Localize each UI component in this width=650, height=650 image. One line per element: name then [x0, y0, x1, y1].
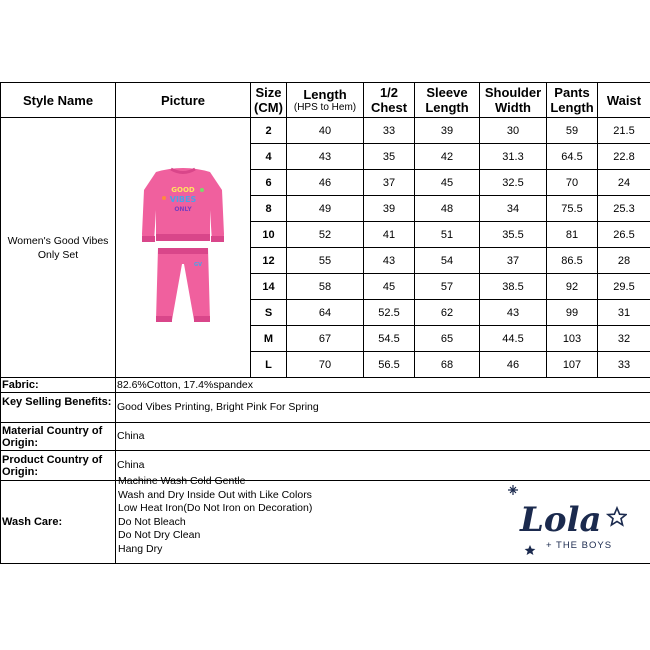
product-value: China: [116, 451, 650, 481]
wash-care-line: Hang Dry: [118, 542, 163, 555]
cell-shoulder: 30: [480, 118, 547, 144]
cell-length: 55: [287, 248, 364, 274]
cell-pants: 103: [547, 326, 598, 352]
brand-logo: [502, 481, 627, 563]
cell-waist: 25.3: [598, 196, 650, 222]
header-pants: Pants Length: [547, 83, 598, 118]
header-length-label: Length: [303, 86, 347, 102]
logo-wordmark: Lola: [520, 500, 602, 540]
cell-pants: 75.5: [547, 196, 598, 222]
wash-care-line: Low Heat Iron(Do Not Iron on Decoration): [118, 502, 313, 514]
wash-care-line: Do Not Dry Clean: [118, 529, 201, 541]
cell-chest: 35: [364, 144, 415, 170]
cell-waist: 26.5: [598, 222, 650, 248]
cell-waist: 28: [598, 248, 650, 274]
header-size: Size (CM): [251, 83, 287, 118]
material-value: China: [116, 423, 650, 451]
cell-waist: 32: [598, 326, 650, 352]
cell-pants: 99: [547, 300, 598, 326]
cell-shoulder: 37: [480, 248, 547, 274]
cell-shoulder: 38.5: [480, 274, 547, 300]
cell-chest: 41: [364, 222, 415, 248]
cell-pants: 107: [547, 352, 598, 378]
cell-length: 49: [287, 196, 364, 222]
cell-size: 10: [251, 222, 287, 248]
cell-length: 64: [287, 300, 364, 326]
material-label: Material Country of Origin:: [1, 423, 116, 451]
info-row-product: [1, 451, 650, 481]
header-waist: Waist: [598, 83, 650, 118]
selling-value: Good Vibes Printing, Bright Pink For Spring: [116, 393, 650, 423]
cell-length: 52: [287, 222, 364, 248]
cell-pants: 59: [547, 118, 598, 144]
cell-chest: 52.5: [364, 300, 415, 326]
product-label: Product Country of Origin:: [1, 451, 116, 481]
wash-care-line: Wash and Dry Inside Out with Like Colors: [118, 488, 312, 501]
cell-waist: 33: [598, 352, 650, 378]
product-info-table: [0, 377, 650, 564]
cell-length: 58: [287, 274, 364, 300]
spec-sheet: [0, 82, 650, 568]
cell-waist: 31: [598, 300, 650, 326]
fabric-label: Fabric:: [1, 378, 116, 393]
fabric-value: 82.6%Cotton, 17.4%spandex: [116, 378, 650, 393]
garment-image: [138, 160, 228, 330]
small-star-icon: [525, 545, 536, 555]
wash-care-cell: [116, 475, 650, 564]
cell-size: 4: [251, 144, 287, 170]
product-picture: [116, 118, 251, 378]
cell-pants: 70: [547, 170, 598, 196]
cell-pants: 86.5: [547, 248, 598, 274]
cell-sleeve: 51: [415, 222, 480, 248]
svg-text:ONLY: ONLY: [174, 206, 192, 213]
wash-care-list: [118, 475, 312, 556]
cell-size: L: [251, 352, 287, 378]
header-row: [1, 83, 650, 118]
header-length: [287, 83, 364, 118]
table-row: [1, 118, 650, 144]
cell-length: 43: [287, 144, 364, 170]
cell-shoulder: 34: [480, 196, 547, 222]
style-name-cell: Women's Good Vibes Only Set: [1, 118, 116, 378]
cell-size: 8: [251, 196, 287, 222]
cell-pants: 64.5: [547, 144, 598, 170]
cell-size: 14: [251, 274, 287, 300]
header-chest: 1/2 Chest: [364, 83, 415, 118]
cell-shoulder: 46: [480, 352, 547, 378]
cell-size: 12: [251, 248, 287, 274]
wash-care-line: Do Not Bleach: [118, 515, 186, 528]
info-row-wash: [1, 481, 650, 564]
cell-size: M: [251, 326, 287, 352]
cell-chest: 56.5: [364, 352, 415, 378]
cell-sleeve: 54: [415, 248, 480, 274]
cell-waist: 22.8: [598, 144, 650, 170]
cell-chest: 54.5: [364, 326, 415, 352]
info-row-material: [1, 423, 650, 451]
svg-text:GV: GV: [194, 262, 202, 268]
header-picture: Picture: [116, 83, 251, 118]
wash-care-line: Machine Wash Cold Gentle: [118, 475, 246, 487]
info-row-selling: [1, 393, 650, 423]
cell-pants: 81: [547, 222, 598, 248]
cell-sleeve: 57: [415, 274, 480, 300]
cell-shoulder: 35.5: [480, 222, 547, 248]
cell-size: S: [251, 300, 287, 326]
cell-sleeve: 62: [415, 300, 480, 326]
header-sleeve: Sleeve Length: [415, 83, 480, 118]
cell-chest: 43: [364, 248, 415, 274]
header-style-name: Style Name: [1, 83, 116, 118]
wash-label: Wash Care:: [1, 481, 116, 564]
selling-label: Key Selling Benefits:: [1, 393, 116, 423]
svg-text:VIBES: VIBES: [169, 195, 197, 204]
cell-chest: 33: [364, 118, 415, 144]
cell-sleeve: 42: [415, 144, 480, 170]
header-length-sub: (HPS to Hem): [293, 101, 357, 113]
cell-sleeve: 48: [415, 196, 480, 222]
cell-chest: 45: [364, 274, 415, 300]
cell-size: 6: [251, 170, 287, 196]
cell-waist: 29.5: [598, 274, 650, 300]
cell-chest: 39: [364, 196, 415, 222]
cell-length: 70: [287, 352, 364, 378]
cell-shoulder: 43: [480, 300, 547, 326]
cell-waist: 24: [598, 170, 650, 196]
cell-sleeve: 68: [415, 352, 480, 378]
cell-sleeve: 39: [415, 118, 480, 144]
cell-length: 46: [287, 170, 364, 196]
cell-shoulder: 31.3: [480, 144, 547, 170]
cell-sleeve: 45: [415, 170, 480, 196]
cell-shoulder: 44.5: [480, 326, 547, 352]
cell-chest: 37: [364, 170, 415, 196]
header-shoulder: Shoulder Width: [480, 83, 547, 118]
cell-size: 2: [251, 118, 287, 144]
cell-pants: 92: [547, 274, 598, 300]
star-icon: [608, 508, 626, 525]
svg-text:GOOD: GOOD: [171, 186, 195, 194]
cell-length: 67: [287, 326, 364, 352]
sparkle-icon: [508, 485, 518, 495]
cell-sleeve: 65: [415, 326, 480, 352]
cell-shoulder: 32.5: [480, 170, 547, 196]
size-chart-table: [0, 82, 650, 378]
cell-length: 40: [287, 118, 364, 144]
cell-waist: 21.5: [598, 118, 650, 144]
info-row-fabric: [1, 378, 650, 393]
logo-tagline: + THE BOYS: [546, 540, 613, 551]
